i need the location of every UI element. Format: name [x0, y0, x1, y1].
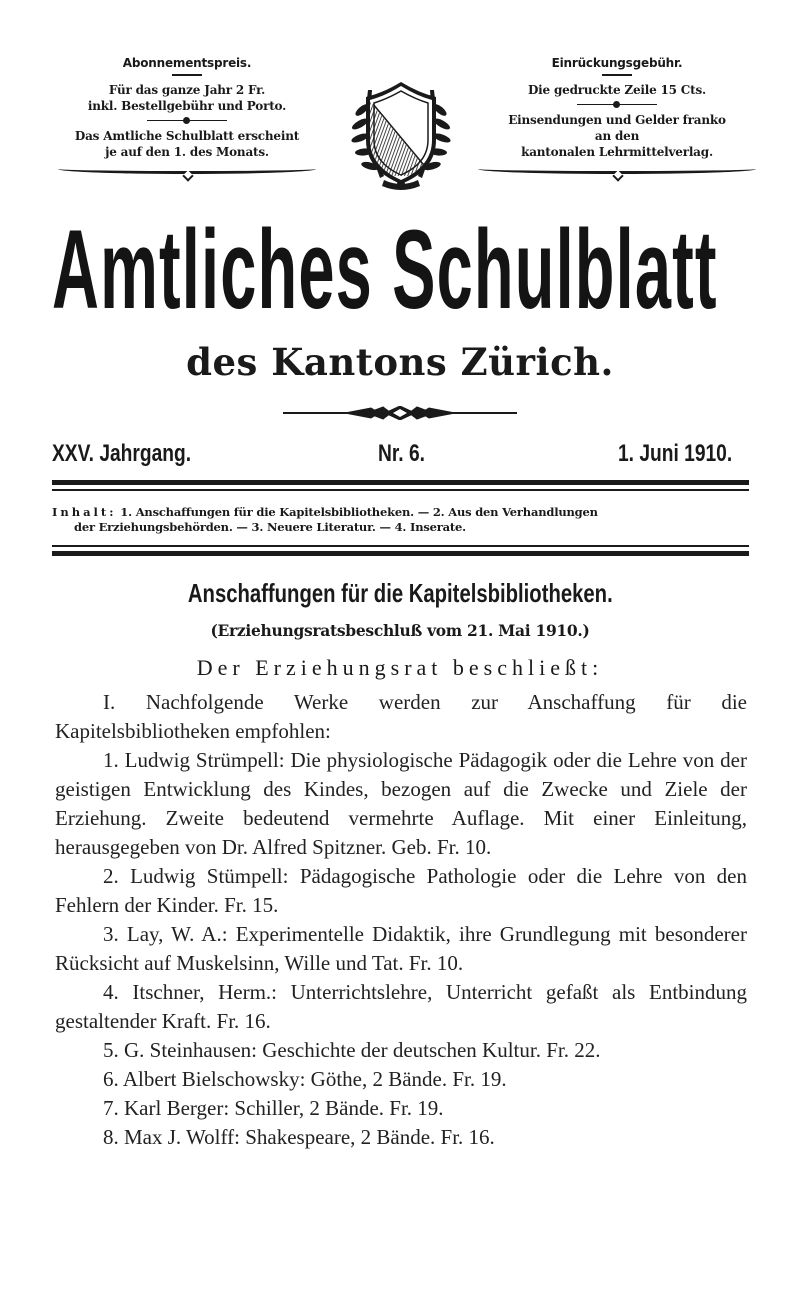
masthead-title: Amtliches Schulblatt [52, 207, 718, 332]
issue-date: 1. Juni 1910. [618, 440, 733, 467]
divider [602, 74, 632, 76]
masthead-subtitle: des Kantons Zürich. [186, 340, 614, 384]
rule-thin [52, 545, 749, 547]
brace-ornament [58, 166, 316, 176]
article-subtitle: (Erziehungsratsbeschluß vom 21. Mai 1910.) [210, 621, 590, 640]
submission-line: kantonalen Lehrmittelverlag. [521, 145, 713, 159]
list-item: 3. Lay, W. A.: Experimentelle Didaktik, ihre Grundlegung mit besonderer Rücksicht auf Muskelsinn, Wille und Tat. Fr. 10. [55, 922, 747, 975]
list-item: 2. Ludwig Stümpell: Pädagogische Pathologie oder die Lehre von den Fehlern der Kinder. Fr. 15. [55, 864, 747, 917]
advertising-box [478, 56, 756, 176]
subscription-box [58, 56, 316, 176]
list-item: 5. G. Steinhausen: Geschichte der deutschen Kultur. Fr. 22. [103, 1038, 601, 1062]
article-body [55, 688, 747, 1152]
publication-line: je auf den 1. des Monats. [105, 145, 269, 159]
dot-divider [577, 100, 657, 109]
divider [172, 74, 202, 76]
list-item: 1. Ludwig Strümpell: Die physiologische Pädagogik oder die Lehre von der geistigen Entwicklung des Kindes, bezogen auf die Zwecke und Ziele der Erziehung. Zweite bedeutend vermehrte Auflage. Mit einer Einleitung, herausgegeben von Dr. Alfred Spitzner. Geb. Fr. 10. [55, 748, 747, 859]
advertising-line: Die gedruckte Zeile 15 Cts. [527, 83, 707, 97]
advertising-heading: Einrückungsgebühr. [551, 56, 683, 70]
coat-of-arms-icon [340, 80, 462, 196]
article-title [0, 578, 800, 609]
table-of-contents [52, 505, 752, 535]
list-item: 8. Max J. Wolff: Shakespeare, 2 Bände. Fr. 16. [103, 1125, 495, 1149]
decree-heading: Der Erziehungsrat beschließt: [196, 655, 604, 680]
toc-line: 1. Anschaffungen für die Kapitelsbibliotheken. — 2. Aus den Verhandlungen [116, 505, 598, 519]
list-item: 4. Itschner, Herm.: Unterrichtslehre, Unterricht gefaßt als Entbindung gestaltender Kraft. Fr. 16. [55, 980, 747, 1033]
article-title-text: Anschaffungen für die Kapitelsbibliotheken. [187, 578, 613, 608]
rule-thin [52, 489, 749, 491]
submission-line: Einsendungen und Gelder franko [508, 113, 726, 127]
dot-divider [147, 116, 227, 125]
brace-ornament [478, 166, 756, 176]
intro-paragraph: I. Nachfolgende Werke werden zur Anschaffung für die Kapitelsbibliotheken empfohlen: [55, 690, 747, 743]
issue-number: Nr. 6. [378, 440, 425, 467]
toc-line: der Erziehungsbehörden. — 3. Neuere Literatur. — 4. Inserate. [74, 520, 466, 534]
rule-thick [52, 480, 749, 485]
rule-thick [52, 551, 749, 556]
list-item: 7. Karl Berger: Schiller, 2 Bände. Fr. 19. [103, 1096, 444, 1120]
list-item: 6. Albert Bielschowsky: Göthe, 2 Bände. Fr. 19. [103, 1067, 507, 1091]
subscription-heading: Abonnementspreis. [122, 56, 252, 70]
publication-line: Das Amtliche Schulblatt erscheint [74, 129, 300, 143]
ornament-divider-icon [283, 405, 517, 419]
toc-label: Inhalt: [52, 505, 117, 519]
submission-line: an den [594, 129, 640, 143]
issue-volume: XXV. Jahrgang. [52, 440, 192, 467]
subscription-line: inkl. Bestellgebühr und Porto. [87, 99, 287, 113]
subscription-line: Für das ganze Jahr 2 Fr. [108, 83, 266, 97]
